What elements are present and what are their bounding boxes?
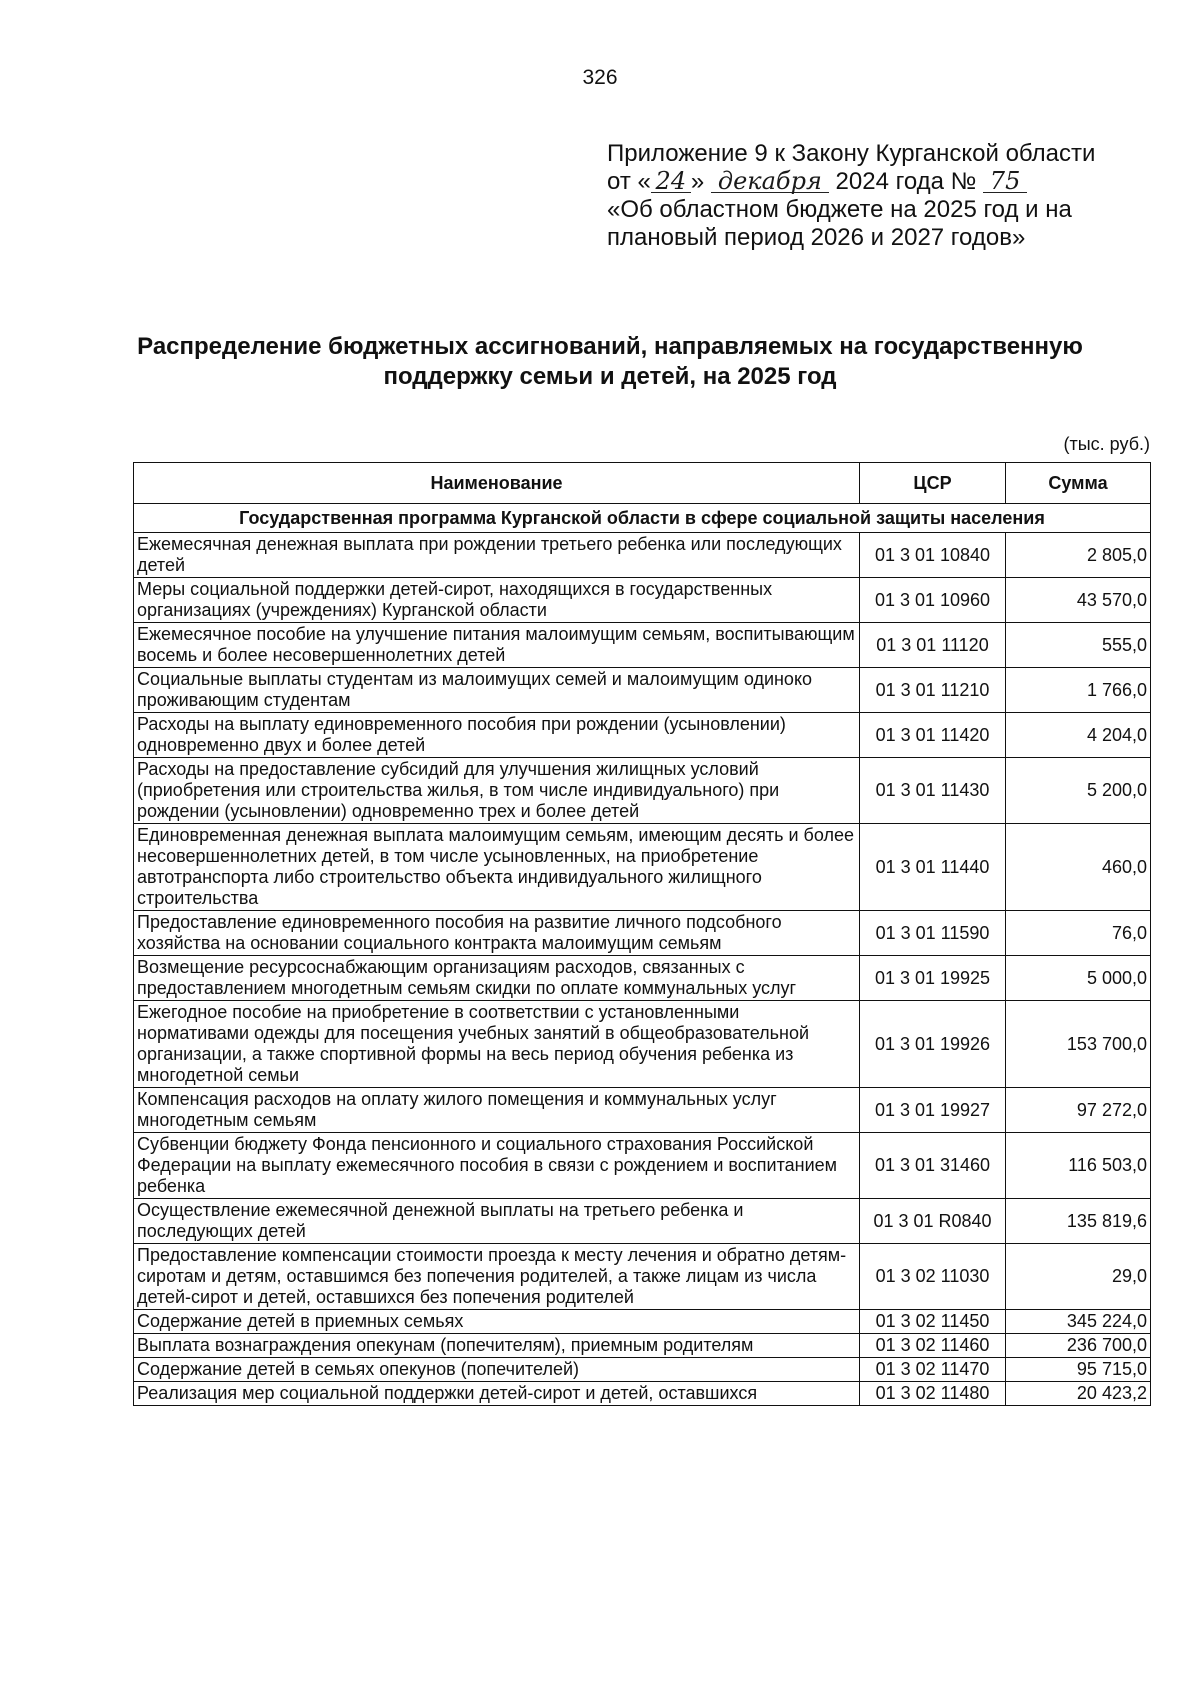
row-sum: 460,0 — [1006, 824, 1151, 911]
row-name: Субвенции бюджету Фонда пенсионного и социального страхования Российской Федерации на выплату ежемесячного пособия в связи с рождением и воспитанием ребенка — [134, 1133, 860, 1199]
program-title: Государственная программа Курганской области в сфере социальной защиты населения — [134, 504, 1151, 533]
row-sum: 29,0 — [1006, 1244, 1151, 1310]
row-name: Выплата вознаграждения опекунам (попечителям), приемным родителям — [134, 1334, 860, 1358]
row-sum: 236 700,0 — [1006, 1334, 1151, 1358]
table-row — [134, 1334, 1151, 1358]
table-row — [134, 1244, 1151, 1310]
page-number: 326 — [582, 66, 618, 89]
year-text: 2024 года № — [835, 168, 977, 195]
appendix-line-1: Приложение 9 к Закону Курганской области — [607, 140, 1096, 167]
table-row — [134, 1088, 1151, 1133]
handwritten-month: декабря — [711, 170, 829, 193]
date-quote-close: » — [690, 168, 705, 195]
row-name: Ежемесячная денежная выплата при рождении третьего ребенка или последующих детей — [134, 533, 860, 578]
program-row — [134, 504, 1151, 533]
row-code: 01 3 02 11450 — [860, 1310, 1006, 1334]
row-name: Единовременная денежная выплата малоимущим семьям, имеющим десять и более несовершеннолетних детей, в том числе усыновленных, на приобретение автотранспорта либо строительство объекта индивидуального жилищного строительства — [134, 824, 860, 911]
row-name: Расходы на выплату единовременного пособия при рождении (усыновлении) одновременно двух и более детей — [134, 713, 860, 758]
row-sum: 116 503,0 — [1006, 1133, 1151, 1199]
table-row — [134, 1133, 1151, 1199]
row-code: 01 3 01 11420 — [860, 713, 1006, 758]
row-sum: 5 000,0 — [1006, 956, 1151, 1001]
row-sum: 5 200,0 — [1006, 758, 1151, 824]
row-name: Компенсация расходов на оплату жилого помещения и коммунальных услуг многодетным семьям — [134, 1088, 860, 1133]
row-sum: 153 700,0 — [1006, 1001, 1151, 1088]
appendix-header — [607, 140, 1147, 252]
row-name: Социальные выплаты студентам из малоимущих семей и малоимущим одиноко проживающим студентам — [134, 668, 860, 713]
row-code: 01 3 01 11210 — [860, 668, 1006, 713]
row-code: 01 3 01 R0840 — [860, 1199, 1006, 1244]
handwritten-law-number: 75 — [983, 170, 1027, 193]
row-sum: 2 805,0 — [1006, 533, 1151, 578]
row-sum: 76,0 — [1006, 911, 1151, 956]
row-sum: 20 423,2 — [1006, 1382, 1151, 1406]
table-row — [134, 1358, 1151, 1382]
appendix-line-2 — [607, 168, 1147, 196]
table-row — [134, 668, 1151, 713]
row-code: 01 3 01 10840 — [860, 533, 1006, 578]
row-code: 01 3 01 31460 — [860, 1133, 1006, 1199]
table-row — [134, 1199, 1151, 1244]
appendix-line-4: плановый период 2026 и 2027 годов» — [607, 224, 1026, 251]
row-sum: 97 272,0 — [1006, 1088, 1151, 1133]
row-code: 01 3 02 11030 — [860, 1244, 1006, 1310]
title-line-1: Распределение бюджетных ассигнований, направляемых на государственную — [137, 333, 1083, 360]
row-name: Возмещение ресурсоснабжающим организациям расходов, связанных с предоставлением многодетным семьям скидки по оплате коммунальных услуг — [134, 956, 860, 1001]
row-sum: 555,0 — [1006, 623, 1151, 668]
row-name: Ежемесячное пособие на улучшение питания малоимущим семьям, воспитывающим восемь и более несовершеннолетних детей — [134, 623, 860, 668]
table-header-row — [134, 463, 1151, 504]
row-name: Предоставление единовременного пособия на развитие личного подсобного хозяйства на основании социального контракта малоимущим семьям — [134, 911, 860, 956]
title-line-2: поддержку семьи и детей, на 2025 год — [383, 363, 837, 390]
row-code: 01 3 02 11480 — [860, 1382, 1006, 1406]
row-sum: 1 766,0 — [1006, 668, 1151, 713]
row-name: Ежегодное пособие на приобретение в соответствии с установленными нормативами одежды для посещения учебных занятий в общеобразовательной организации, а также спортивной формы на весь период обучения ребенка из многодетной семьи — [134, 1001, 860, 1088]
units-label: (тыс. руб.) — [1063, 434, 1150, 454]
row-code: 01 3 01 19927 — [860, 1088, 1006, 1133]
row-code: 01 3 01 11430 — [860, 758, 1006, 824]
header-name: Наименование — [134, 463, 860, 504]
table-row — [134, 824, 1151, 911]
table-row — [134, 1310, 1151, 1334]
table-row — [134, 623, 1151, 668]
date-prefix: от « — [607, 168, 651, 195]
row-name: Содержание детей в приемных семьях — [134, 1310, 860, 1334]
row-sum: 95 715,0 — [1006, 1358, 1151, 1382]
row-sum: 4 204,0 — [1006, 713, 1151, 758]
row-name: Расходы на предоставление субсидий для улучшения жилищных условий (приобретения или строительства жилья, в том числе индивидуального) при рождении (усыновлении) одновременно трех и более детей — [134, 758, 860, 824]
header-code: ЦСР — [860, 463, 1006, 504]
row-code: 01 3 02 11460 — [860, 1334, 1006, 1358]
header-sum: Сумма — [1006, 463, 1151, 504]
row-name: Содержание детей в семьях опекунов (попечителей) — [134, 1358, 860, 1382]
budget-table — [133, 462, 1151, 1406]
row-sum: 43 570,0 — [1006, 578, 1151, 623]
table-row — [134, 911, 1151, 956]
table-row — [134, 713, 1151, 758]
row-code: 01 3 01 11590 — [860, 911, 1006, 956]
row-code: 01 3 01 11120 — [860, 623, 1006, 668]
row-name: Осуществление ежемесячной денежной выплаты на третьего ребенка и последующих детей — [134, 1199, 860, 1244]
document-title — [100, 332, 1120, 392]
row-code: 01 3 01 19925 — [860, 956, 1006, 1001]
row-name: Меры социальной поддержки детей-сирот, находящихся в государственных организациях (учреждениях) Курганской области — [134, 578, 860, 623]
row-code: 01 3 01 19926 — [860, 1001, 1006, 1088]
row-code: 01 3 01 10960 — [860, 578, 1006, 623]
row-name: Реализация мер социальной поддержки детей-сирот и детей, оставшихся — [134, 1382, 860, 1406]
row-code: 01 3 02 11470 — [860, 1358, 1006, 1382]
row-code: 01 3 01 11440 — [860, 824, 1006, 911]
appendix-line-3: «Об областном бюджете на 2025 год и на — [607, 196, 1072, 223]
table-row — [134, 578, 1151, 623]
row-sum: 135 819,6 — [1006, 1199, 1151, 1244]
table-row — [134, 533, 1151, 578]
row-sum: 345 224,0 — [1006, 1310, 1151, 1334]
table-row — [134, 956, 1151, 1001]
table-row — [134, 1001, 1151, 1088]
table-row — [134, 758, 1151, 824]
row-name: Предоставление компенсации стоимости проезда к месту лечения и обратно детям-сиротам и детям, оставшимся без попечения родителей, а также лицам из числа детей-сирот и детей, оставшихся без попечения родителей — [134, 1244, 860, 1310]
handwritten-day: 24 — [651, 170, 691, 193]
table-row — [134, 1382, 1151, 1406]
